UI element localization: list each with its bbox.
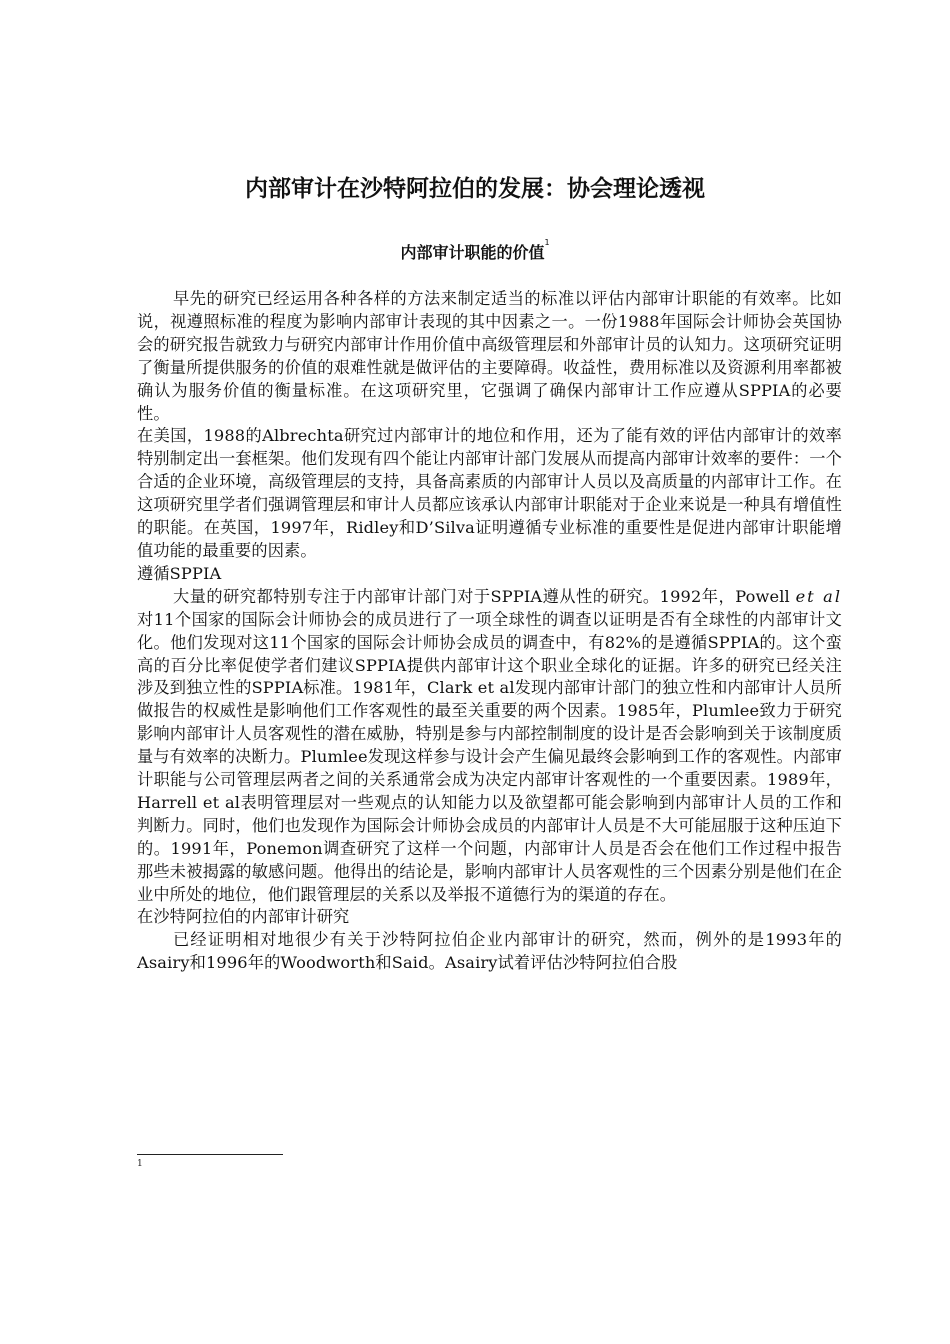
- section-subtitle-text: 内部审计职能的价值: [400, 243, 545, 262]
- document-body: [137, 288, 842, 975]
- section-subtitle: [0, 240, 950, 263]
- heading-saudi-research: 在沙特阿拉伯的内部审计研究: [137, 907, 350, 927]
- footnote-divider: [137, 1154, 283, 1155]
- paragraph-3: [137, 586, 842, 907]
- footnote-number: 1: [137, 1159, 143, 1169]
- document-title: 内部审计在沙特阿拉伯的发展：协会理论透视: [245, 176, 705, 202]
- paragraph-3-part2: 对11个国家的国际会计师协会的成员进行了一项全球性的调查以证明是否有全球性的内部审计文化。他们发现对这11个国家的国际会计师协会成员的调查中，有82%的是遵循SPPIA的。这个蛮高的百分比率促使学者们建议SPPIA提供内部审计这个职业全球化的证据。许多的研究已经关注涉及到独立性的SPPIA标准。1981年，Clark et al发现内部审计部门的独立性和内部审计人员所做报告的权威性是影响他们工作客观性的最至关重要的两个因素。1985年，Plumlee致力于研究影响内部审计人员客观性的潜在威胁，特别是参与内部控制制度的设计是否会影响到关于该制度质量与有效率的决断力。Plumlee发现这样参与设计会产生偏见最终会影响到工作的客观性。内部审计职能与公司管理层两者之间的关系通常会成为决定内部审计客观性的一个重要因素。1989年，Harrell et al表明管理层对一些观点的认知能力以及欲望都可能会影响到内部审计人员的工作和判断力。同时，他们也发现作为国际会计师协会成员的内部审计人员是不大可能屈服于这种压迫下的。1991年，Ponemon调查研究了这样一个问题，内部审计人员是否会在他们工作过程中报告那些未被揭露的敏感问题。他得出的结论是，影响内部审计人员客观性的三个因素分别是他们在企业中所处的地位，他们跟管理层的关系以及举报不道德行为的渠道的存在。: [137, 609, 842, 904]
- heading-sppia: 遵循SPPIA: [137, 563, 222, 583]
- paragraph-3-italic: et al: [795, 586, 842, 606]
- paragraph-2: 在美国，1988的Albrechta研究过内部审计的地位和作用，还为了能有效的评估内部审计的效率特别制定出一套框架。他们发现有四个能让内部审计部门发展从而提高内部审计效率的要件：一个合适的企业环境，高级管理层的支持，具备高素质的内部审计人员以及高质量的内部审计工作。在这项研究里学者们强调管理层和审计人员都应该承认内部审计职能对于企业来说是一种具有增值性的职能。在英国，1997年，Ridley和D’Silva证明遵循专业标准的重要性是促进内部审计职能增值功能的最重要的因素。: [137, 426, 842, 560]
- footnote-reference: 1: [544, 238, 550, 247]
- paragraph-3-part1: 大量的研究都特别专注于内部审计部门对于SPPIA遵从性的研究。1992年，Powell: [173, 586, 796, 606]
- paragraph-1: 早先的研究已经运用各种各样的方法来制定适当的标准以评估内部审计职能的有效率。比如说，视遵照标准的程度为影响内部审计表现的其中因素之一。一份1988年国际会计师协会英国协会的研究报告就致力与研究内部审计作用价值中高级管理层和外部审计员的认知力。这项研究证明了衡量所提供服务的价值的艰难性就是做评估的主要障碍。收益性，费用标准以及资源利用率都被确认为服务价值的衡量标准。在这项研究里，它强调了确保内部审计工作应遵从SPPIA的必要性。: [137, 289, 842, 423]
- paragraph-4: 已经证明相对地很少有关于沙特阿拉伯企业内部审计的研究，然而，例外的是1993年的Asairy和1996年的Woodworth和Said。Asairy试着评估沙特阿拉伯合股: [137, 930, 842, 973]
